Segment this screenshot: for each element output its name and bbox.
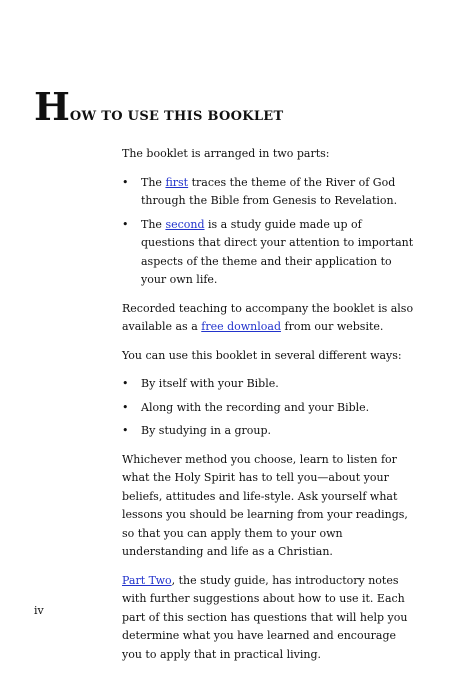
content-body [122, 145, 418, 674]
bullet-icon: • [122, 175, 129, 189]
second-part-link[interactable]: second [165, 217, 205, 231]
list-item: • The second is a study guide made up of questions that direct your attention to important aspects of the theme and their application to your own life. [122, 217, 414, 286]
title-drop-cap: H [34, 84, 70, 129]
bullet-icon: • [122, 217, 129, 231]
page-number: iv [34, 604, 44, 617]
whichever-paragraph: Whichever method you choose, learn to listen for what the Holy Spirit has to tell you—about your beliefs, attitudes and life-style. Ask yourself what lessons you should be learning from your readings, so that you can apply them to your own understanding and life as a Christian. [122, 452, 408, 558]
bullet-icon: • [122, 424, 129, 437]
part-two-link[interactable]: Part Two [122, 573, 172, 587]
page-title [34, 84, 284, 129]
first-part-link[interactable]: first [165, 175, 189, 189]
bullet-icon: • [122, 377, 129, 390]
list-item: • By itself with your Bible. [122, 375, 418, 394]
free-download-link[interactable]: free download [201, 320, 281, 333]
ways-intro-paragraph: You can use this booklet in several different ways: [122, 348, 402, 362]
part-two-paragraph: Part Two, the study guide, has introductory notes with further suggestions about how to use it. Each part of this section has questions that will help you determine what you have learned and encourage you to apply that in practical living. [122, 573, 408, 661]
list-item: • Along with the recording and your Bible. [122, 399, 418, 418]
parts-list [122, 174, 418, 290]
title-text: OW TO USE THIS BOOKLET [69, 109, 284, 124]
bullet-icon: • [122, 400, 129, 414]
intro-paragraph: The booklet is arranged in two parts: [122, 147, 330, 160]
ways-list [122, 375, 418, 441]
list-item: • By studying in a group. [122, 422, 418, 441]
list-item: • The first traces the theme of the River of God through the Bible from Genesis to Revelation. [122, 175, 398, 207]
recorded-paragraph: Recorded teaching to accompany the booklet is also available as a free download from our website. [122, 301, 414, 333]
